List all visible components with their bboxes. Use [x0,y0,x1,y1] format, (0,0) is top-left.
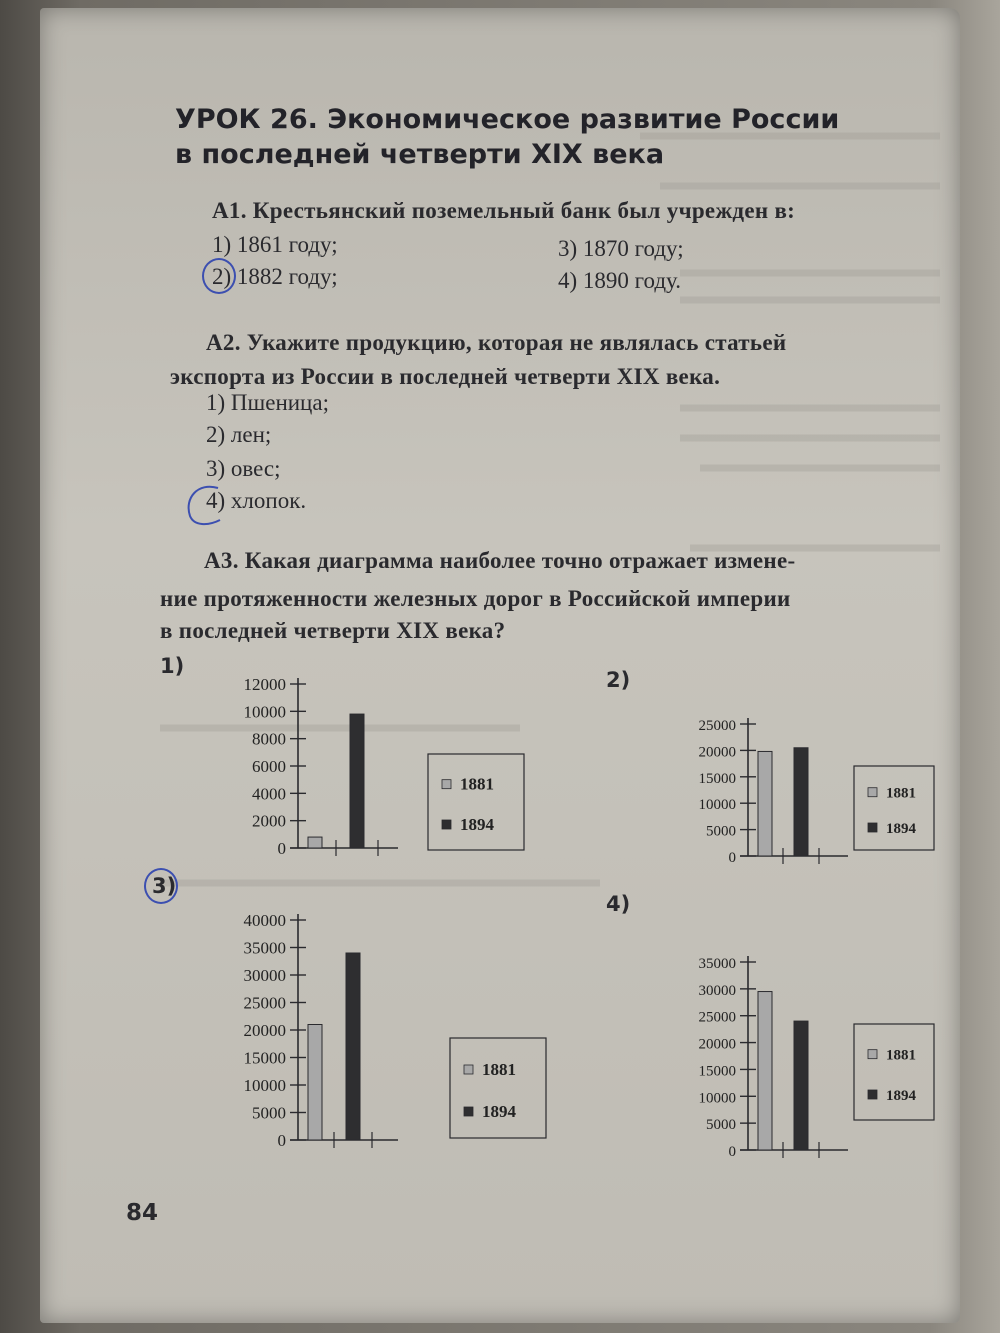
legend-label: 1894 [886,821,916,837]
legend-swatch [868,1050,877,1059]
legend-label: 1894 [460,815,494,834]
bar-1881 [308,1025,322,1141]
y-tick-label: 30000 [243,966,286,985]
chart-3-label: 3) [152,874,177,898]
legend-box [428,754,524,850]
y-tick-label: 10000 [698,797,736,814]
y-tick-label: 2000 [252,811,286,831]
legend-box [450,1038,546,1138]
question-a1-option-2: 2) 1882 году; [212,264,338,289]
legend-swatch [868,788,877,797]
question-a1-option-3: 3) 1870 году; [558,236,684,261]
question-a2-option-1: 1) Пшеница; [206,390,329,415]
legend-swatch [464,1107,473,1116]
y-tick-label: 15000 [698,770,736,787]
y-tick-label: 0 [728,850,736,866]
question-a3-head-line3: в последней четверти XIX века? [160,618,506,643]
bar-1894 [794,748,808,856]
y-tick-label: 6000 [252,757,286,776]
question-a1-option-4: 4) 1890 году. [558,268,682,293]
bar-1894 [794,1021,808,1150]
workbook-page [40,8,960,1323]
bar-1894 [350,714,364,848]
question-a2-head-line2: экспорта из России в последней четверти XIX века. [170,364,721,389]
question-a1-option-1: 1) 1861 году; [212,232,338,257]
y-tick-label: 5000 [706,1117,736,1134]
y-tick-label: 15000 [698,1063,736,1080]
legend-swatch [464,1065,473,1074]
question-a3-head-line1: А3. Какая диаграмма наиболее точно отражает измене- [204,548,796,573]
y-tick-label: 25000 [698,1009,736,1026]
legend-label: 1881 [886,1047,916,1064]
y-tick-label: 30000 [698,982,736,999]
legend-label: 1894 [886,1088,916,1104]
legend-box [854,766,934,850]
y-tick-label: 10000 [698,1090,736,1107]
legend-swatch [868,1090,877,1099]
legend-label: 1881 [460,774,494,794]
y-tick-label: 10000 [243,702,286,722]
question-a2-head-line1: А2. Укажите продукцию, которая не являлась статьей [206,330,787,355]
y-tick-label: 20000 [698,1036,736,1053]
legend-label: 1881 [482,1060,516,1079]
pen-mark-a3 [144,868,178,904]
y-tick-label: 15000 [243,1048,286,1068]
pen-mark-a1 [202,258,236,294]
chart-2-label: 2) [606,668,631,692]
y-tick-label: 40000 [243,911,286,930]
question-a2-option-4: 4) хлопок. [206,488,307,513]
lesson-title-line2: в последней четверти XIX века [175,139,665,170]
chart-2 [640,708,950,868]
chart-4-label: 4) [606,892,631,916]
question-a2-option-2: 2) лен; [206,422,272,447]
bar-1881 [758,992,772,1150]
y-tick-label: 25000 [243,993,286,1013]
y-tick-label: 12000 [243,675,286,694]
legend-swatch [442,780,451,789]
legend-swatch [442,820,451,829]
page-number: 84 [126,1200,159,1226]
bar-1881 [308,837,322,848]
y-tick-label: 20000 [243,1021,286,1040]
chart-1-label: 1) [160,654,185,678]
bar-1894 [346,953,360,1140]
y-tick-label: 0 [277,1131,286,1150]
legend-label: 1881 [886,785,916,802]
question-a2-option-3: 3) овес; [206,456,281,481]
y-tick-label: 5000 [252,1103,286,1123]
chart-1 [190,668,530,868]
y-tick-label: 0 [728,1144,736,1160]
y-tick-label: 8000 [252,729,286,749]
y-tick-label: 35000 [698,956,736,972]
pen-mark-a2 [180,480,230,530]
legend-swatch [868,823,877,832]
y-tick-label: 25000 [698,718,736,734]
chart-3 [190,904,550,1150]
legend-label: 1894 [482,1102,516,1121]
y-tick-label: 4000 [252,784,286,804]
y-tick-label: 0 [277,839,286,858]
y-tick-label: 5000 [706,823,736,840]
y-tick-label: 35000 [243,938,286,958]
question-a1-head: А1. Крестьянский поземельный банк был учрежден в: [212,198,796,223]
question-a3-head-line2: ние протяженности железных дорог в Российской империи [160,586,791,611]
bar-1881 [758,751,772,856]
y-tick-label: 20000 [698,744,736,761]
legend-box [854,1024,934,1120]
chart-4 [640,946,950,1160]
lesson-title-line1: УРОК 26. Экономическое развитие России [175,104,840,135]
y-tick-label: 10000 [243,1076,286,1095]
